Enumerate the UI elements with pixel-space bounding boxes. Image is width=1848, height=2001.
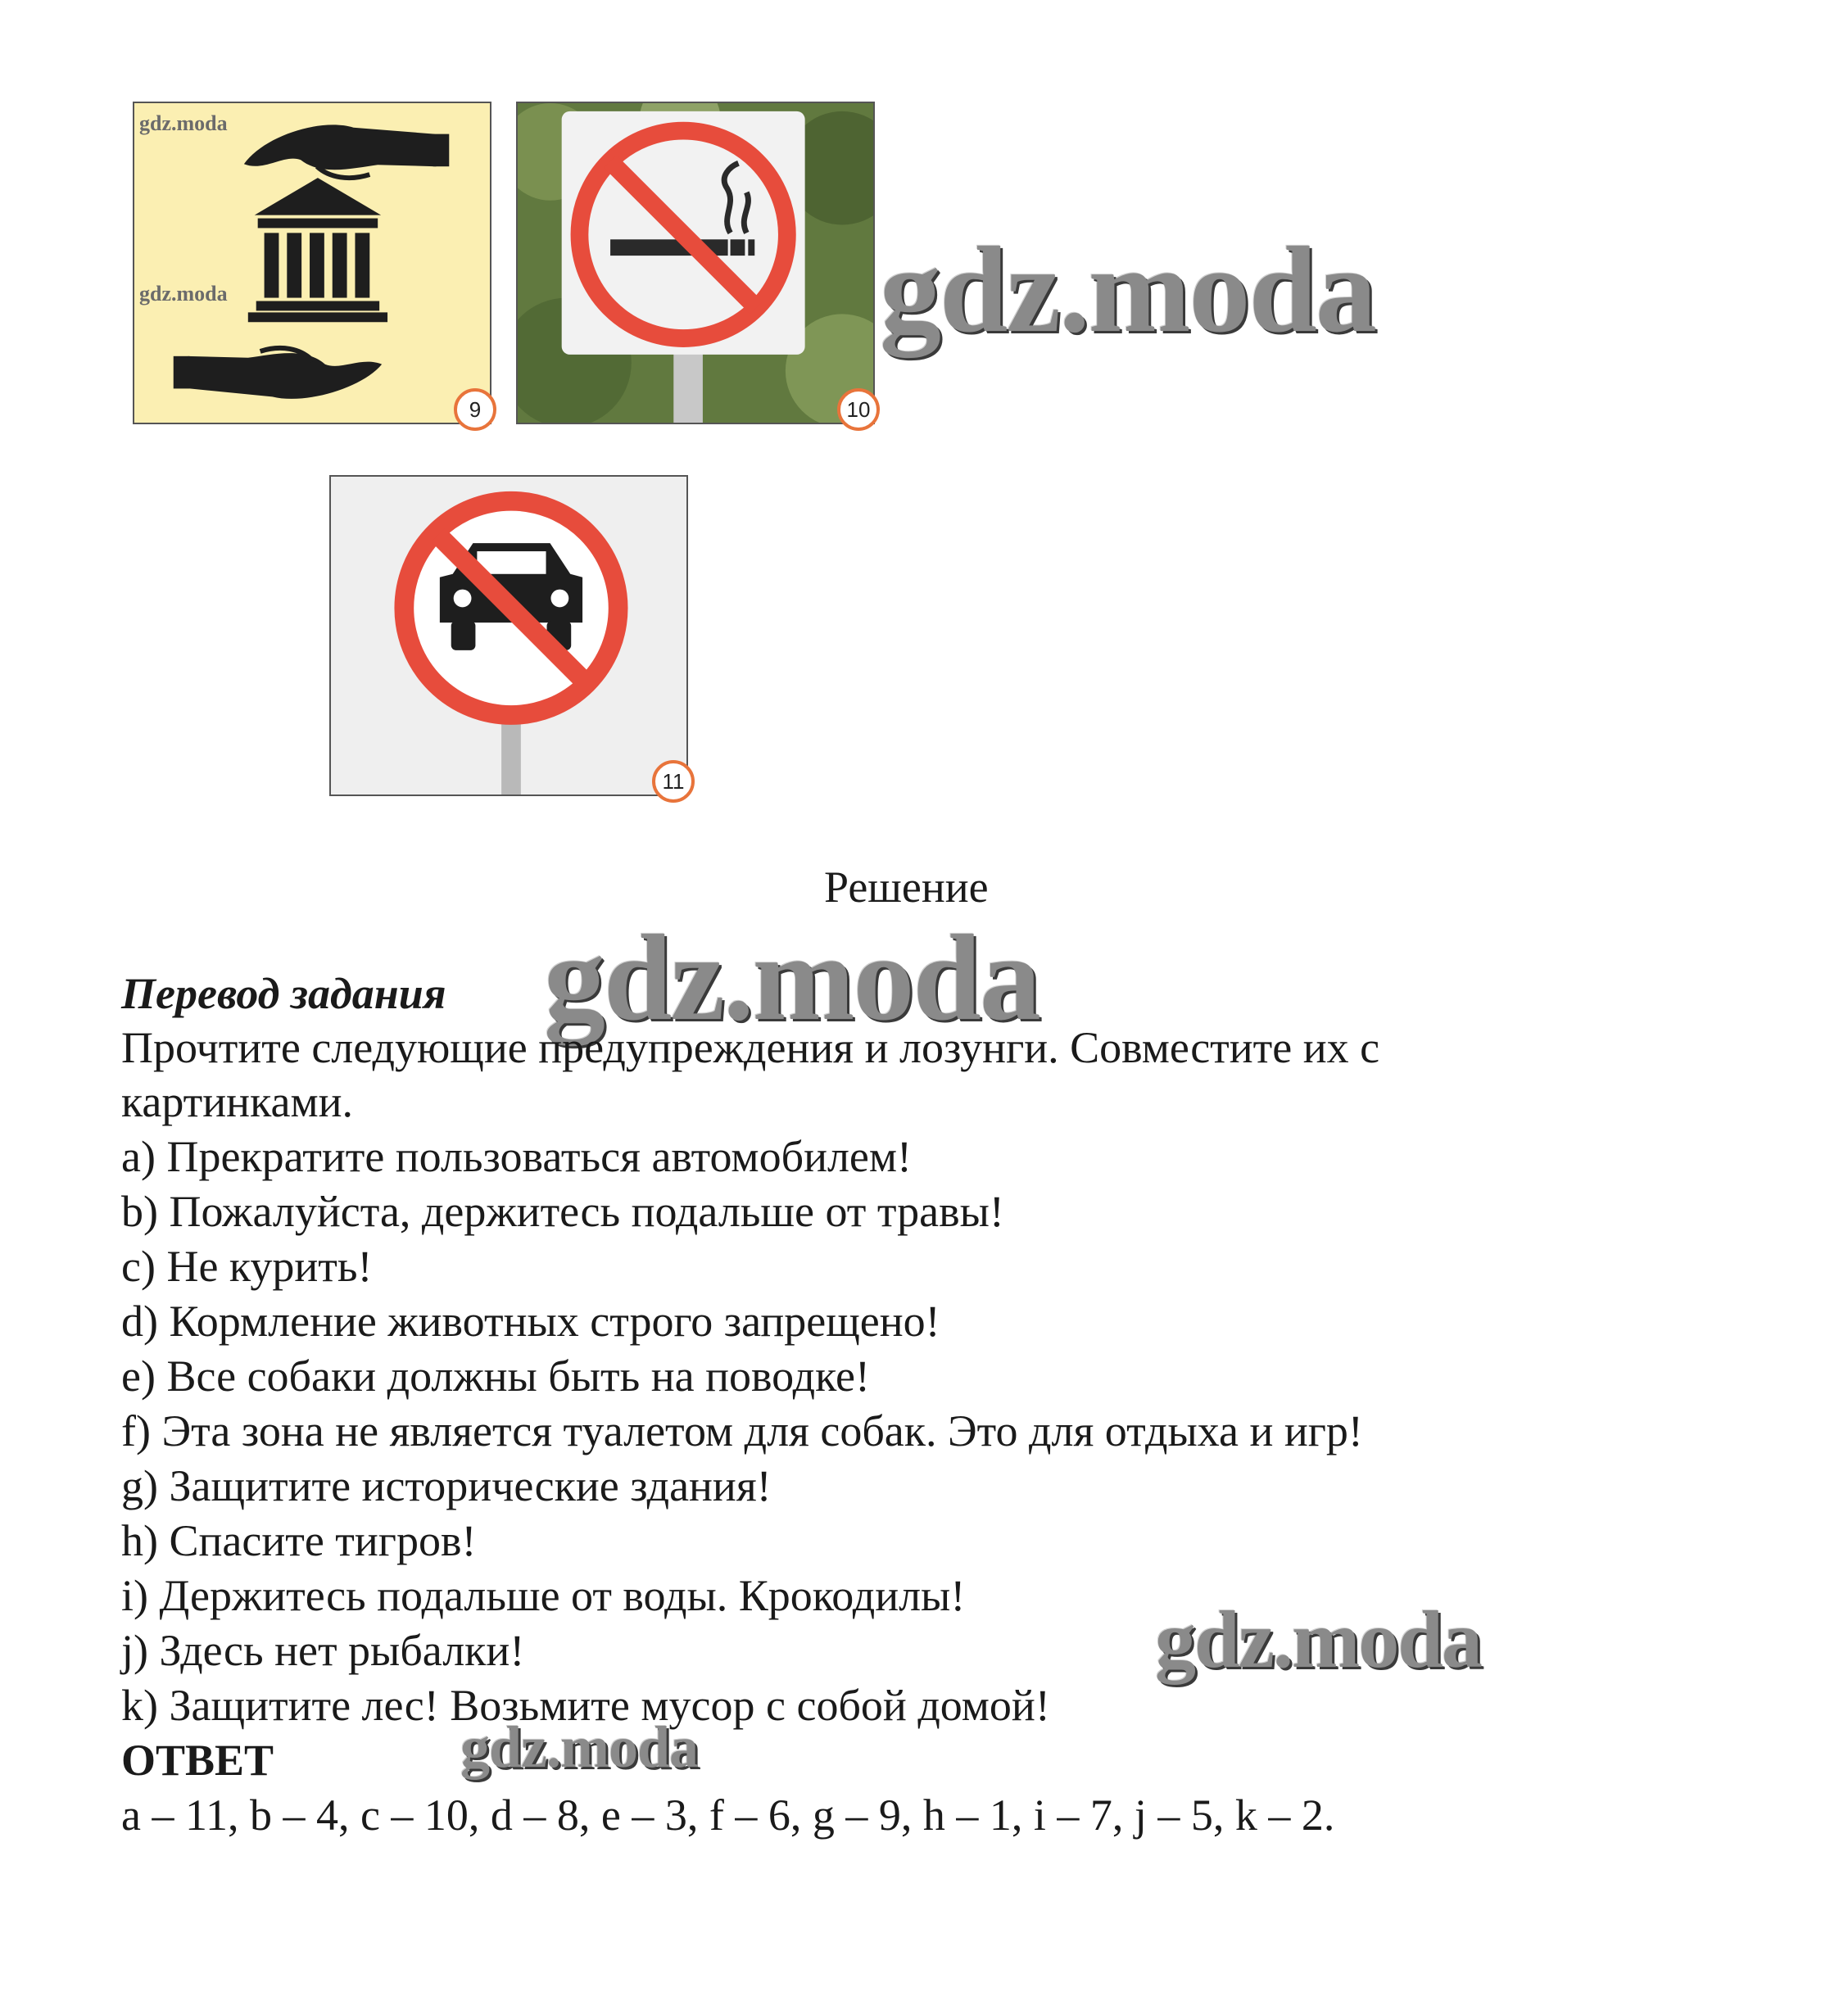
instruction-line: Прочтите следующие предупреждения и лозунги. Совместите их с (121, 1023, 1380, 1072)
watermark: gdz.moda (460, 1714, 699, 1780)
list-item: i) Держитесь подальше от воды. Крокодилы! (121, 1571, 966, 1620)
list-item: j) Здесь нет рыбалки! (121, 1626, 525, 1675)
picture-number-badge: 9 (454, 388, 496, 431)
task-title: Перевод задания (121, 969, 446, 1018)
picture-10-no-smoking (516, 102, 875, 424)
answer-title: ОТВЕТ (121, 1736, 274, 1785)
solution-heading: Решение (824, 862, 989, 912)
picture-number-badge: 10 (837, 388, 880, 431)
no-smoking-sign-icon (518, 103, 873, 423)
list-item: b) Пожалуйста, держитесь подальше от травы! (121, 1187, 1004, 1236)
watermark: gdz.moda (544, 910, 1040, 1046)
list-item: d) Кормление животных строго запрещено! (121, 1297, 940, 1346)
picture-9-protect-buildings (133, 102, 491, 424)
picture-number-badge: 11 (652, 760, 695, 803)
picture-11-no-cars (329, 475, 688, 796)
hands-building-icon (134, 103, 490, 423)
watermark: gdz.moda (139, 282, 228, 306)
list-item: g) Защитите исторические здания! (121, 1461, 772, 1510)
list-item: f) Эта зона не является туалетом для собак. Это для отдыха и игр! (121, 1406, 1363, 1455)
watermark: gdz.moda (1155, 1594, 1481, 1685)
watermark: gdz.moda (880, 222, 1375, 358)
watermark: gdz.moda (139, 111, 228, 135)
list-item: h) Спасите тигров! (121, 1516, 477, 1565)
instruction-line: картинками. (121, 1077, 354, 1126)
list-item: a) Прекратите пользоваться автомобилем! (121, 1132, 913, 1181)
list-item: c) Не курить! (121, 1242, 373, 1291)
list-item: k) Защитите лес! Возьмите мусор с собой домой! (121, 1681, 1050, 1730)
no-cars-sign-icon (331, 477, 686, 795)
list-item: e) Все собаки должны быть на поводке! (121, 1351, 870, 1401)
answer-text: a – 11, b – 4, c – 10, d – 8, e – 3, f – 6, g – 9, h – 1, i – 7, j – 5, k – 2. (121, 1790, 1335, 1840)
